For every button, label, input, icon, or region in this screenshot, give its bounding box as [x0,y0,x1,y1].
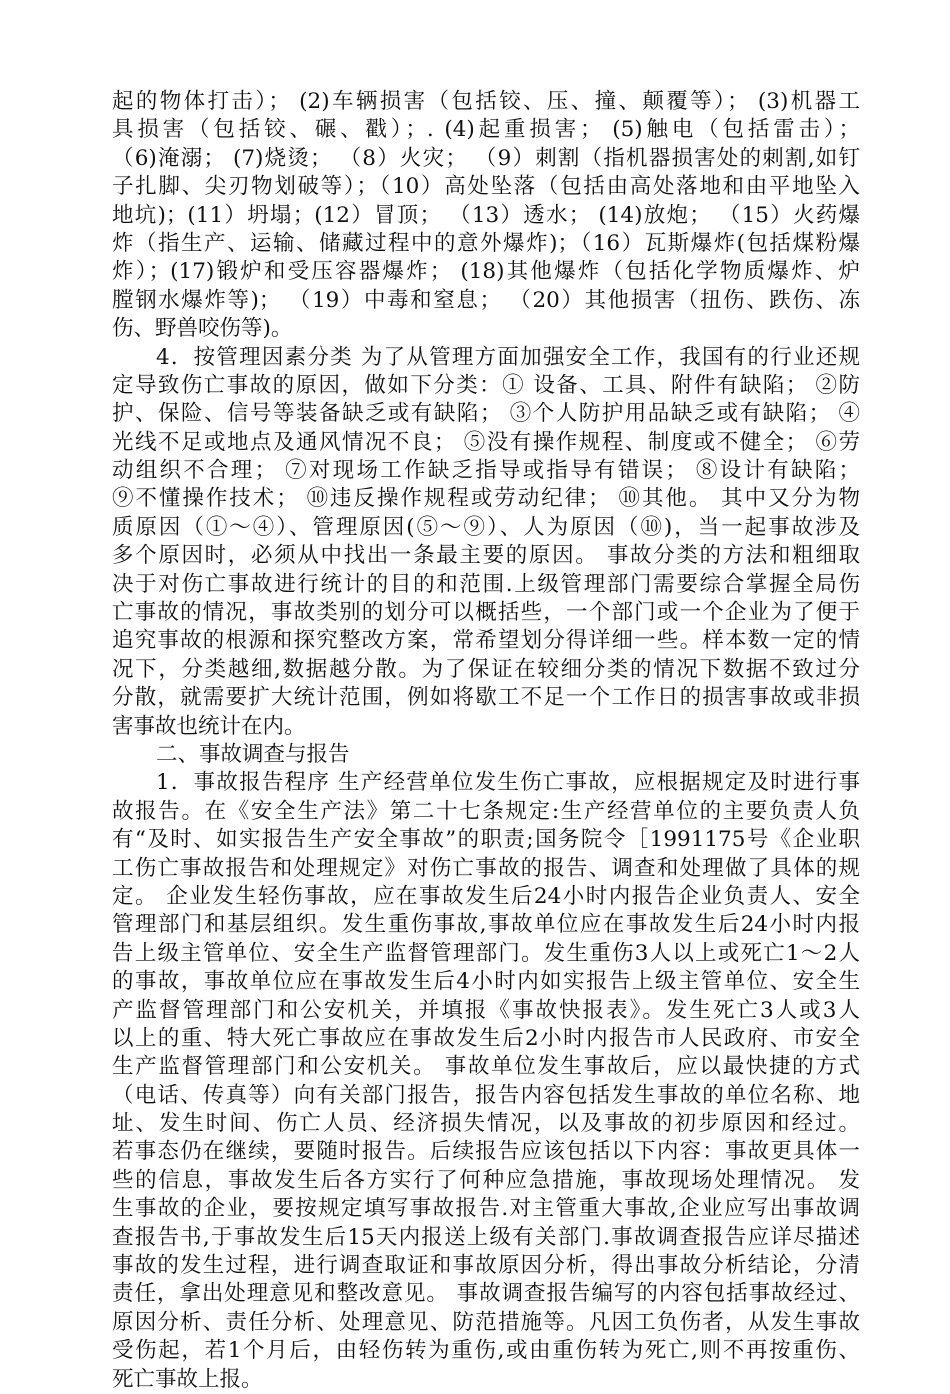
document-page [112,88,860,1394]
text-line-38: 若事态仍在继续，要随时报告。后续报告应该包括以下内容：事故更具体一 [112,1139,860,1165]
text-line-19: 亡事故的情况，事故类别的划分可以概括些，一个部门或一个企业为了便于 [112,600,860,626]
text-line-9: 伤、野兽咬伤等)。 [112,316,293,342]
text-line-31: 告上级主管单位、安全生产监督管理部门。发生重伤3人以上或死亡1～2人 [112,940,860,966]
text-line-5: 地坑)；(11）坍塌；(12）冒顶； （13）透水； (14)放炮； （15）火药爆 [112,202,860,228]
text-line-23: 害事故也统计在内。 [112,713,306,739]
text-line-43: 责任，拿出处理意见和整改意见。 事故调查报告编写的内容包括事故经过、 [112,1281,860,1307]
text-line-6: 炸（指生产、运输、储藏过程中的意外爆炸)；（16）瓦斯爆炸(包括煤粉爆 [112,230,860,256]
text-line-1: 起的物体打击）； (2)车辆损害（包括铰、压、撞、颠覆等）； (3)机器工 [112,89,860,114]
text-line-11: 定导致伤亡事故的原因，做如下分类：① 设备、工具、附件有缺陷； ②防 [112,372,860,398]
text-line-14: 动组织不合理； ⑦对现场工作缺乏指导或指导有错误； ⑧设计有缺陷； [112,458,860,484]
text-line-21: 况下，分类越细,数据越分散。为了保证在较细分类的情况下数据不致过分 [112,656,860,682]
text-line-39: 些的信息，事故发生后各方实行了何种应急措施，事故现场处理情况。 发 [112,1167,860,1193]
text-line-29: 定。 企业发生轻伤事故，应在事故发生后24小时内报告企业负责人、安全 [112,883,860,909]
text-line-44: 原因分析、责任分析、处理意见、防范措施等。凡因工负伤者，从发生事故 [112,1309,860,1335]
text-line-16: 质原因（①～④）、管理原因(⑤～⑨）、人为原因（⑩)，当一起事故涉及 [112,514,860,540]
text-line-41: 查报告书,于事故发生后15天内报送上级有关部门.事故调查报告应详尽描述 [112,1224,860,1250]
section-heading: 二、事故调查与报告 [156,741,350,767]
text-line-4: 子扎脚、尖刃物划破等）；（10）高处坠落（包括由高处落地和由平地坠入 [112,174,860,200]
text-line-26: 故报告。在《安全生产法》第二十七条规定:生产经营单位的主要负责人负 [112,798,860,824]
text-line-22: 分散，就需要扩大统计范围，例如将歇工不足一个工作日的损害事故或非损 [112,685,860,711]
text-line-7: 炸）；(17)锻炉和受压容器爆炸； (18)其他爆炸（包括化学物质爆炸、炉 [112,259,860,285]
paragraph-4-first-line: 4．按管理因素分类 为了从管理方面加强安全工作，我国有的行业还规 [156,344,860,370]
text-line-37: 址、发生时间、伤亡人员、经济损失情况，以及事故的初步原因和经过。 [112,1111,860,1137]
text-line-20: 追究事故的根源和探究整改方案，常希望划分得详细一些。样本数一定的情 [112,628,860,654]
paragraph-1-first-line: 1．事故报告程序 生产经营单位发生伤亡事故，应根据规定及时进行事 [156,770,860,796]
text-line-27: 有“及时、如实报告生产安全事故”的职责;国务院令［1991175号《企业职 [112,827,860,853]
text-line-33: 产监督管理部门和公安机关，并填报《事故快报表》。发生死亡3人或3人 [112,997,860,1023]
text-line-15: ⑨不懂操作技术； ⑩违反操作规程或劳动纪律； ⑩其他。 其中又分为物 [112,486,860,512]
text-line-45: 受伤起，若1个月后，由轻伤转为重伤,或由重伤转为死亡,则不再按重伤、 [112,1338,860,1364]
text-line-42: 事故的发生过程，进行调查取证和事故原因分析，得出事故分析结论，分清 [112,1253,860,1279]
text-line-46: 死亡事故上报。 [112,1366,263,1392]
text-line-32: 的事故，事故单位应在事故发生后4小时内如实报告上级主管单位、安全生 [112,969,860,995]
text-line-40: 生事故的企业，要按规定填写事故报告.对主管重大事故,企业应写出事故调 [112,1196,860,1222]
text-line-28: 工伤亡事故报告和处理规定》对伤亡事故的报告、调查和处理做了具体的规 [112,855,860,881]
text-line-17: 多个原因时，必须从中找出一条最主要的原因。 事故分类的方法和粗细取 [112,543,860,569]
text-line-36: （电话、传真等）向有关部门报告，报告内容包括发生事故的单位名称、地 [112,1082,860,1108]
text-line-34: 以上的重、特大死亡事故应在事故发生后2小时内报告市人民政府、市安全 [112,1025,860,1051]
text-line-30: 管理部门和基层组织。发生重伤事故,事故单位应在事故发生后24小时内报 [112,912,860,938]
text-line-13: 光线不足或地点及通风情况不良； ⑤没有操作规程、制度或不健全； ⑥劳 [112,429,860,455]
text-line-35: 生产监督管理部门和公安机关。 事故单位发生事故后，应以最快捷的方式 [112,1054,860,1080]
text-line-12: 护、保险、信号等装备缺乏或有缺陷； ③个人防护用品缺乏或有缺陷； ④ [112,401,860,427]
text-line-18: 决于对伤亡事故进行统计的目的和范围.上级管理部门需要综合掌握全局伤 [112,571,860,597]
text-line-3: （6)淹溺； (7)烧烫； （8）火灾； （9）刺割（指机器损害处的刺割,如钉 [112,145,860,171]
text-line-8: 膛钢水爆炸等)； （19）中毒和窒息； （20）其他损害（扭伤、跌伤、冻 [112,287,860,313]
text-line-2: 具损害（包括铰、碾、戳）；. (4)起重损害； (5)触电（包括雷击）； [112,117,860,143]
